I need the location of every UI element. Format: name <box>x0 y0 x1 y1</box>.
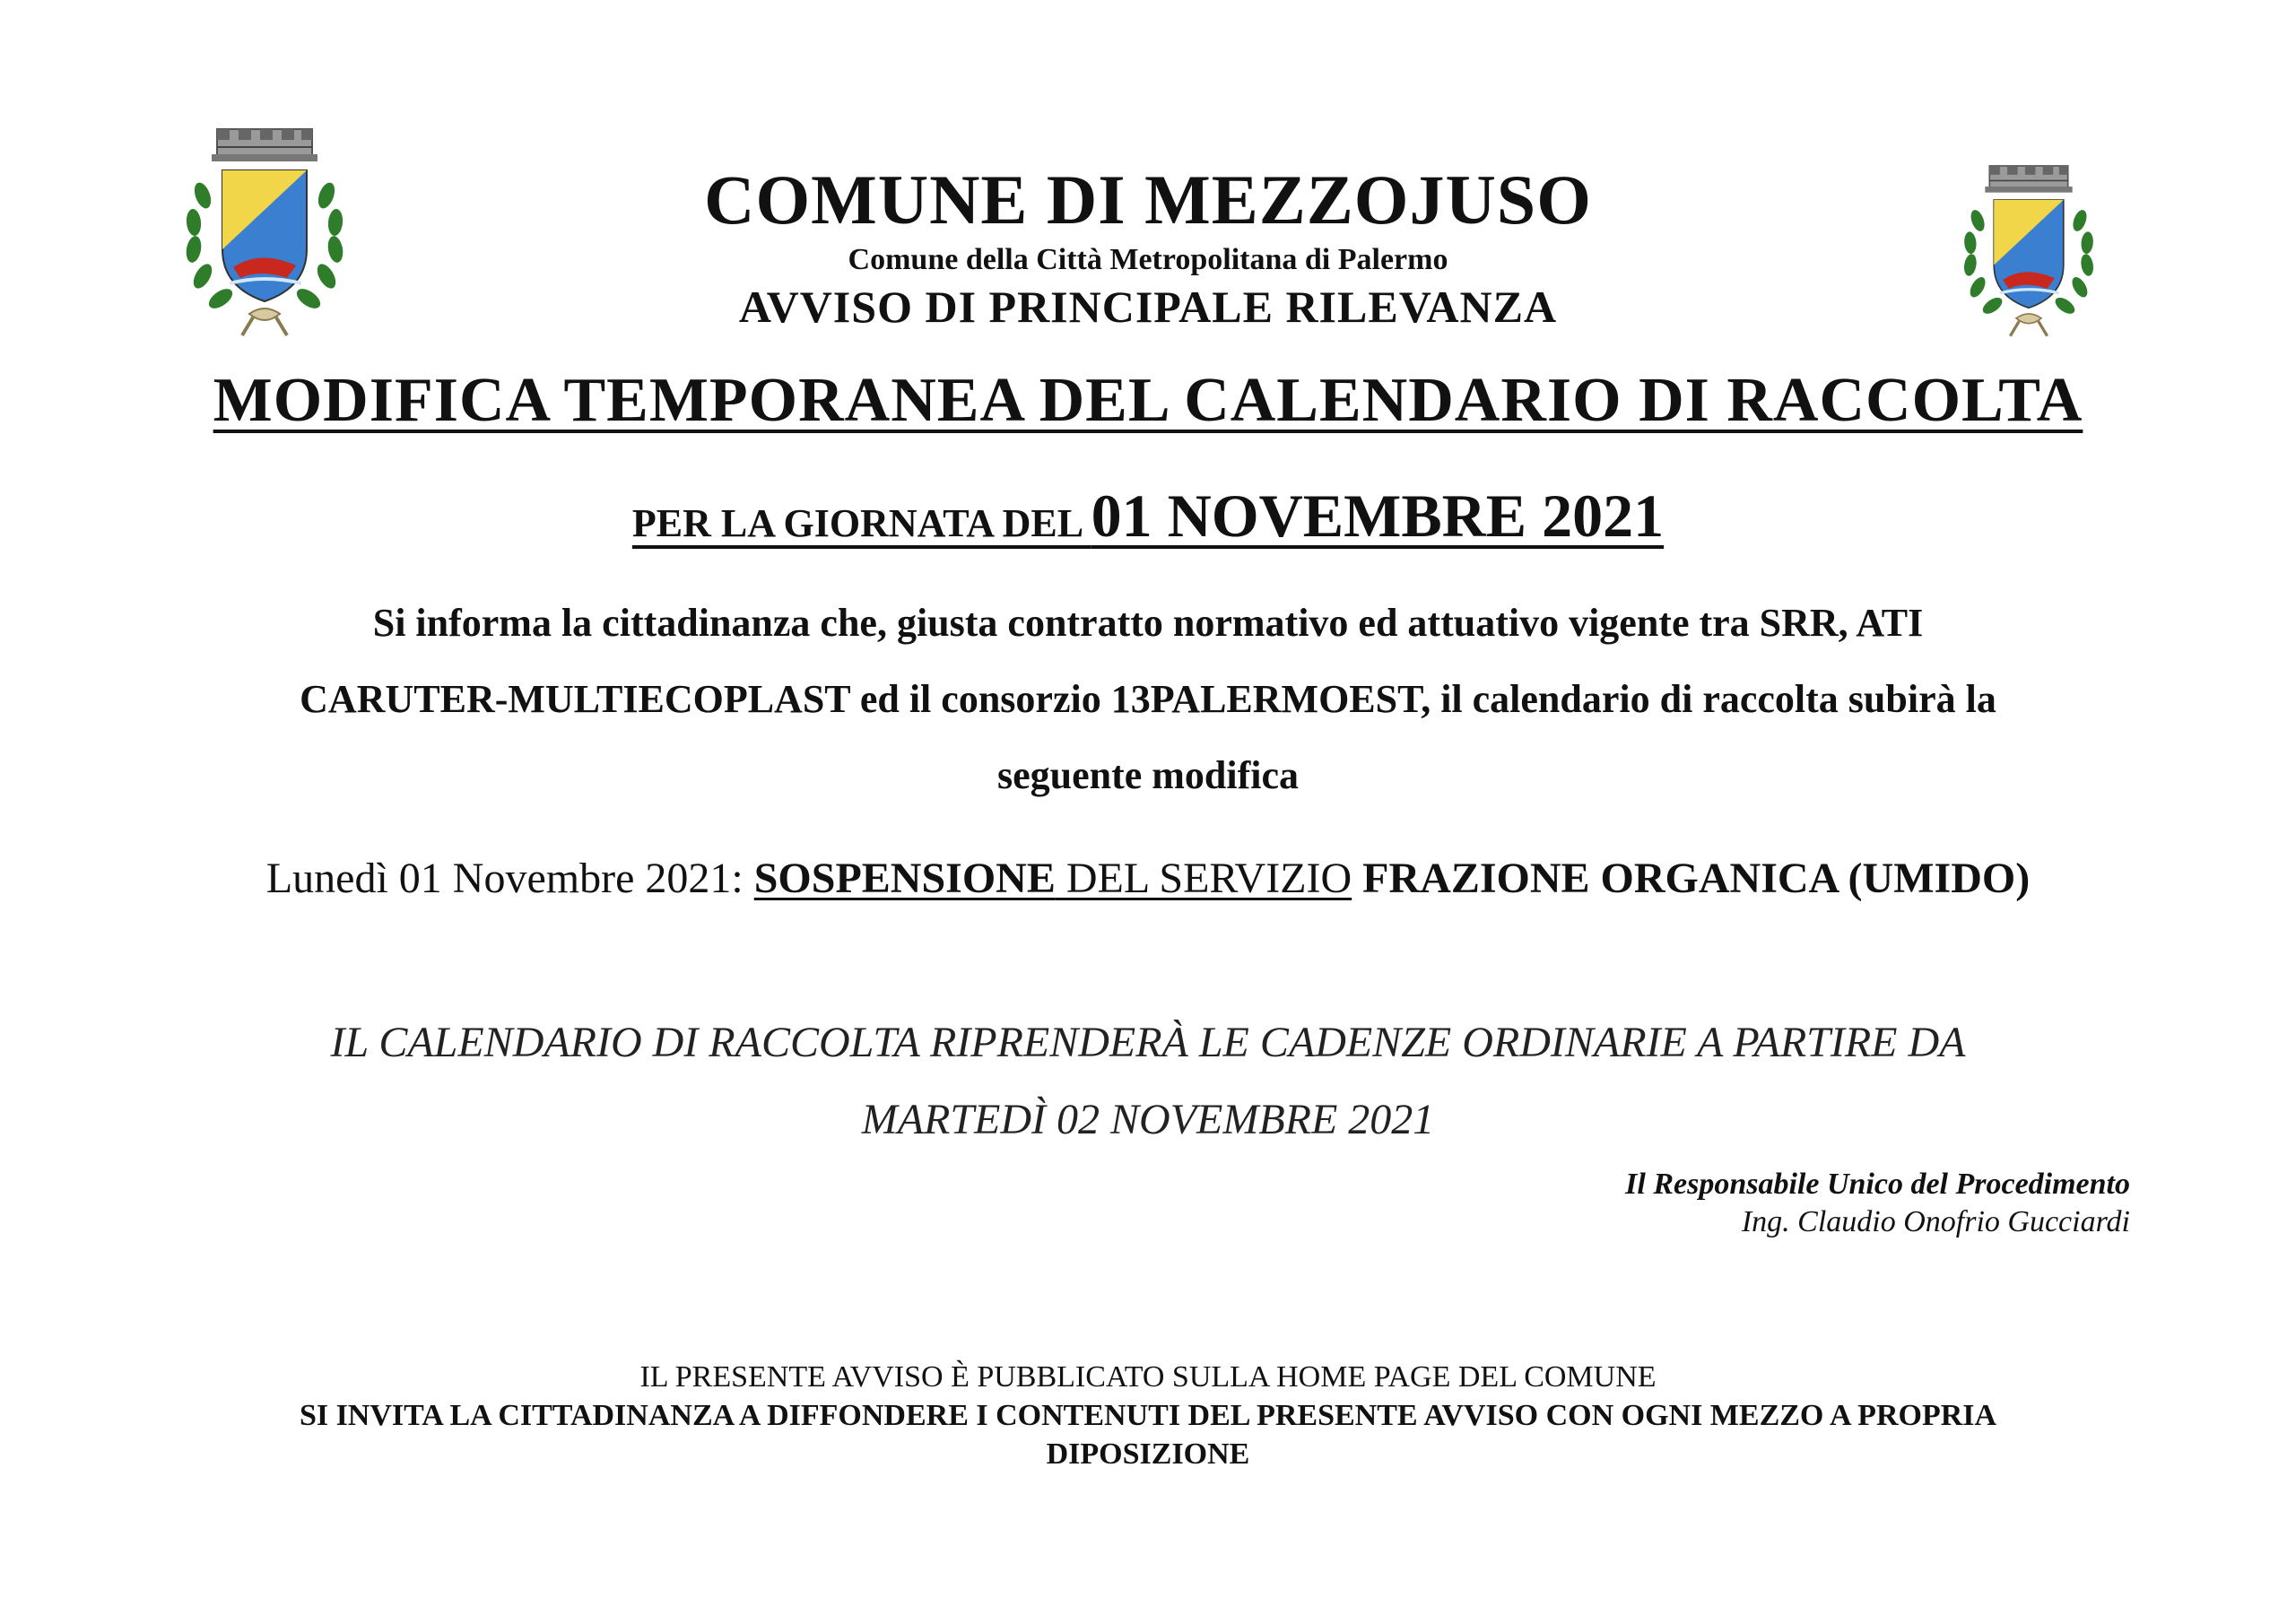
municipality-name: COMUNE DI MEZZOJUSO <box>704 161 1592 239</box>
date-line <box>0 480 2296 569</box>
signature-role: Il Responsabile Unico del Procedimento <box>1625 1168 2130 1201</box>
resume-line-1: IL CALENDARIO DI RACCOLTA RIPRENDERÀ LE CADENZE ORDINARIE A PARTIRE DA <box>330 1019 1966 1066</box>
notice-title-text: MODIFICA TEMPORANEA DEL CALENDARIO DI RACCOLTA <box>213 366 2083 435</box>
crown-icon <box>212 129 317 161</box>
signature-name: Ing. Claudio Onofrio Gucciardi <box>1741 1205 2130 1238</box>
resume-line-2: MARTEDÌ 02 NOVEMBRE 2021 <box>861 1096 1435 1143</box>
suspension-word: SOSPENSIONE <box>753 855 1056 902</box>
footer <box>161 1358 2135 1473</box>
suspension-service: DEL SERVIZIO <box>1055 855 1352 902</box>
info-line-3: seguente modifica <box>996 753 1300 797</box>
notice-date: 01 NOVEMBRE 2021 <box>1091 482 1665 550</box>
resume-notice <box>161 1004 2135 1159</box>
notice-type: AVVISO DI PRINCIPALE RILEVANZA <box>738 282 1558 332</box>
footer-published: IL PRESENTE AVVISO È PUBBLICATO SULLA HOME PAGE DEL COMUNE <box>639 1360 1657 1394</box>
suspension-service-underlined <box>754 855 1352 902</box>
info-paragraph <box>161 585 2135 813</box>
footer-invite-line-1: SI INVITA LA CITTADINANZA A DIFFONDERE I CONTENUTI DEL PRESENTE AVVISO CON OGNI MEZZO A PROPRIA <box>299 1399 1997 1432</box>
signature-block <box>1625 1166 2130 1241</box>
notice-title <box>0 363 2296 439</box>
date-line-underlined <box>631 482 1665 550</box>
date-prefix: PER LA GIORNATA DEL <box>631 501 1091 545</box>
suspension-day: Lunedì 01 Novembre 2021: <box>265 855 754 902</box>
info-line-2: CARUTER-MULTIECOPLAST ed il consorzio 13PALERMOEST, il calendario di raccolta subirà la <box>300 677 1996 721</box>
suspension-line <box>0 852 2296 906</box>
footer-invite <box>161 1396 2135 1473</box>
suspension-fraction: FRAZIONE ORGANICA (UMIDO) <box>1352 855 2031 902</box>
municipality-subtitle: Comune della Città Metropolitana di Palermo <box>848 243 1448 276</box>
info-line-1: Si informa la cittadinanza che, giusta contratto normativo ed attuativo vigente tra SRR, ATI <box>372 601 1924 645</box>
footer-invite-line-2: DIPOSIZIONE <box>1046 1437 1250 1471</box>
